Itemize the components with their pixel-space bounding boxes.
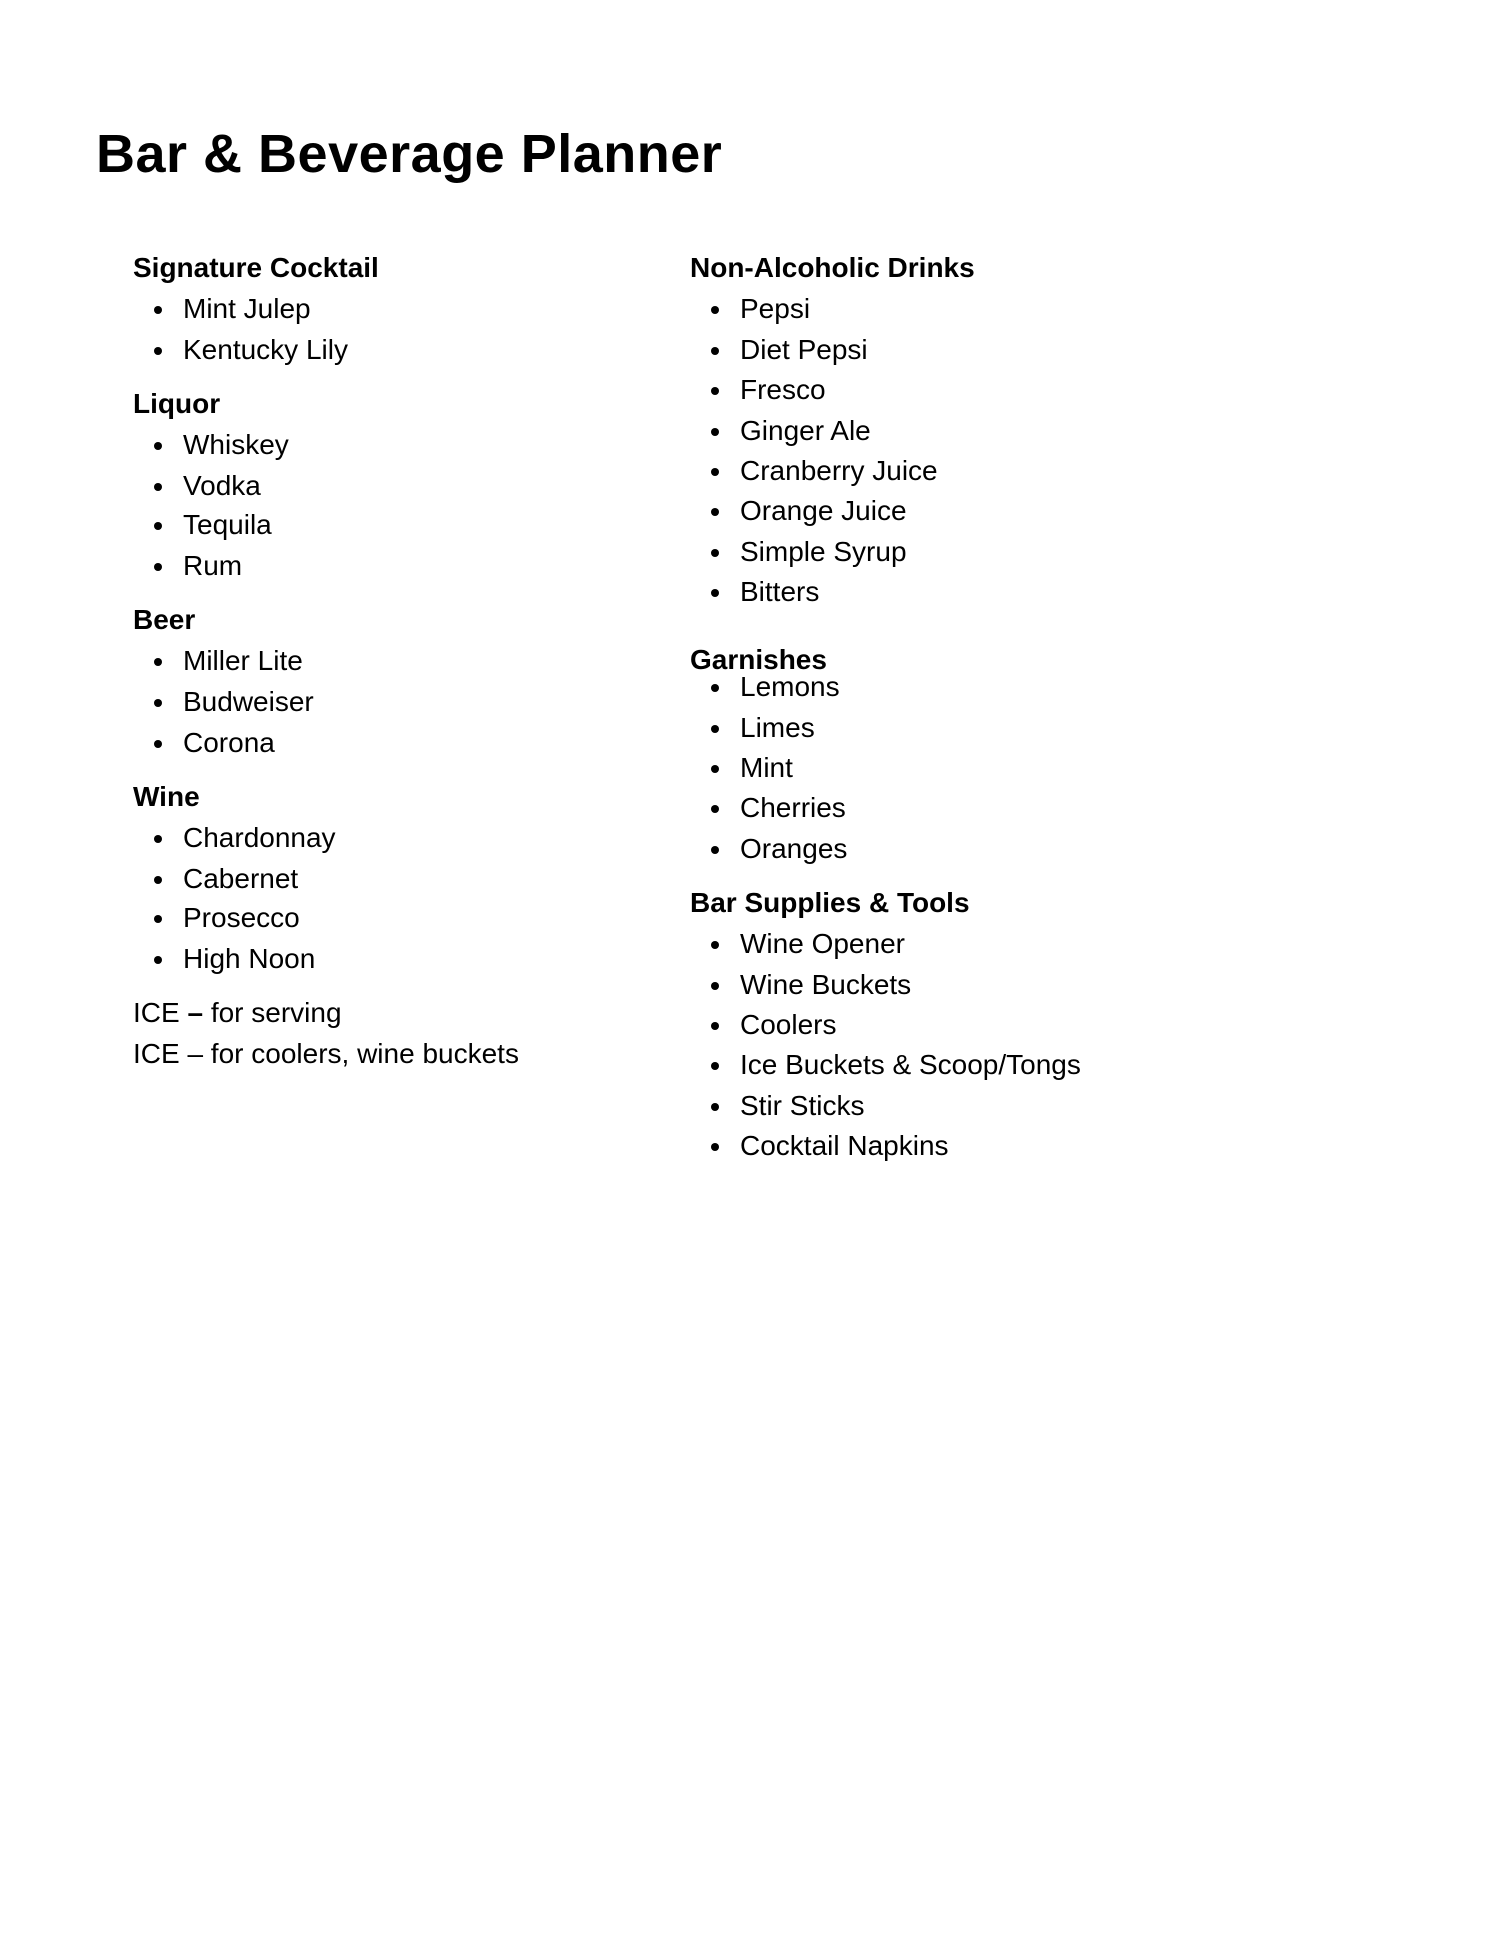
ice-note-coolers: ICE – for coolers, wine buckets <box>133 1038 519 1069</box>
list-item: Cherries <box>740 788 846 828</box>
list-item: Oranges <box>740 829 847 869</box>
ice-note-serving <box>133 993 342 1033</box>
list-item: Pepsi <box>740 289 810 329</box>
note-text: for serving <box>203 997 342 1028</box>
list-item: Stir Sticks <box>740 1086 864 1126</box>
list-item: Bitters <box>740 572 819 612</box>
section-heading: Wine <box>133 781 200 812</box>
list-item: Vodka <box>183 466 261 506</box>
list-item: Diet Pepsi <box>740 330 868 370</box>
section-heading: Beer <box>133 604 196 635</box>
list-item: Wine Buckets <box>740 965 911 1005</box>
list-item: Tequila <box>183 505 272 545</box>
list-item: Whiskey <box>183 425 289 465</box>
list-item: Lemons <box>740 667 840 707</box>
list-item: Fresco <box>740 370 826 410</box>
section-heading: Non-Alcoholic Drinks <box>690 252 975 283</box>
section-heading: Signature Cocktail <box>133 252 379 283</box>
list-item: Ginger Ale <box>740 411 871 451</box>
list-item: Orange Juice <box>740 491 907 531</box>
list-item: Limes <box>740 708 815 748</box>
list-item: Miller Lite <box>183 641 303 681</box>
page-title: Bar & Beverage Planner <box>96 124 723 184</box>
note-dash: – <box>187 997 204 1028</box>
list-item: Coolers <box>740 1005 836 1045</box>
list-item: Cocktail Napkins <box>740 1126 949 1166</box>
list-item: Cranberry Juice <box>740 451 938 491</box>
list-item: Mint Julep <box>183 289 311 329</box>
section-heading: Liquor <box>133 388 221 419</box>
list-item: High Noon <box>183 939 315 979</box>
list-item: Chardonnay <box>183 818 336 858</box>
list-item: Kentucky Lily <box>183 330 348 370</box>
list-item: Wine Opener <box>740 924 905 964</box>
note-label: ICE <box>133 997 188 1028</box>
list-item: Ice Buckets & Scoop/Tongs <box>740 1045 1081 1085</box>
list-item: Rum <box>183 546 242 586</box>
list-item: Prosecco <box>183 898 300 938</box>
list-item: Mint <box>740 748 793 788</box>
list-item: Budweiser <box>183 682 314 722</box>
section-heading: Bar Supplies & Tools <box>690 887 970 918</box>
list-item: Cabernet <box>183 859 298 899</box>
section-heading: Garnishes <box>690 644 827 675</box>
list-item: Simple Syrup <box>740 532 907 572</box>
list-item: Corona <box>183 723 275 763</box>
